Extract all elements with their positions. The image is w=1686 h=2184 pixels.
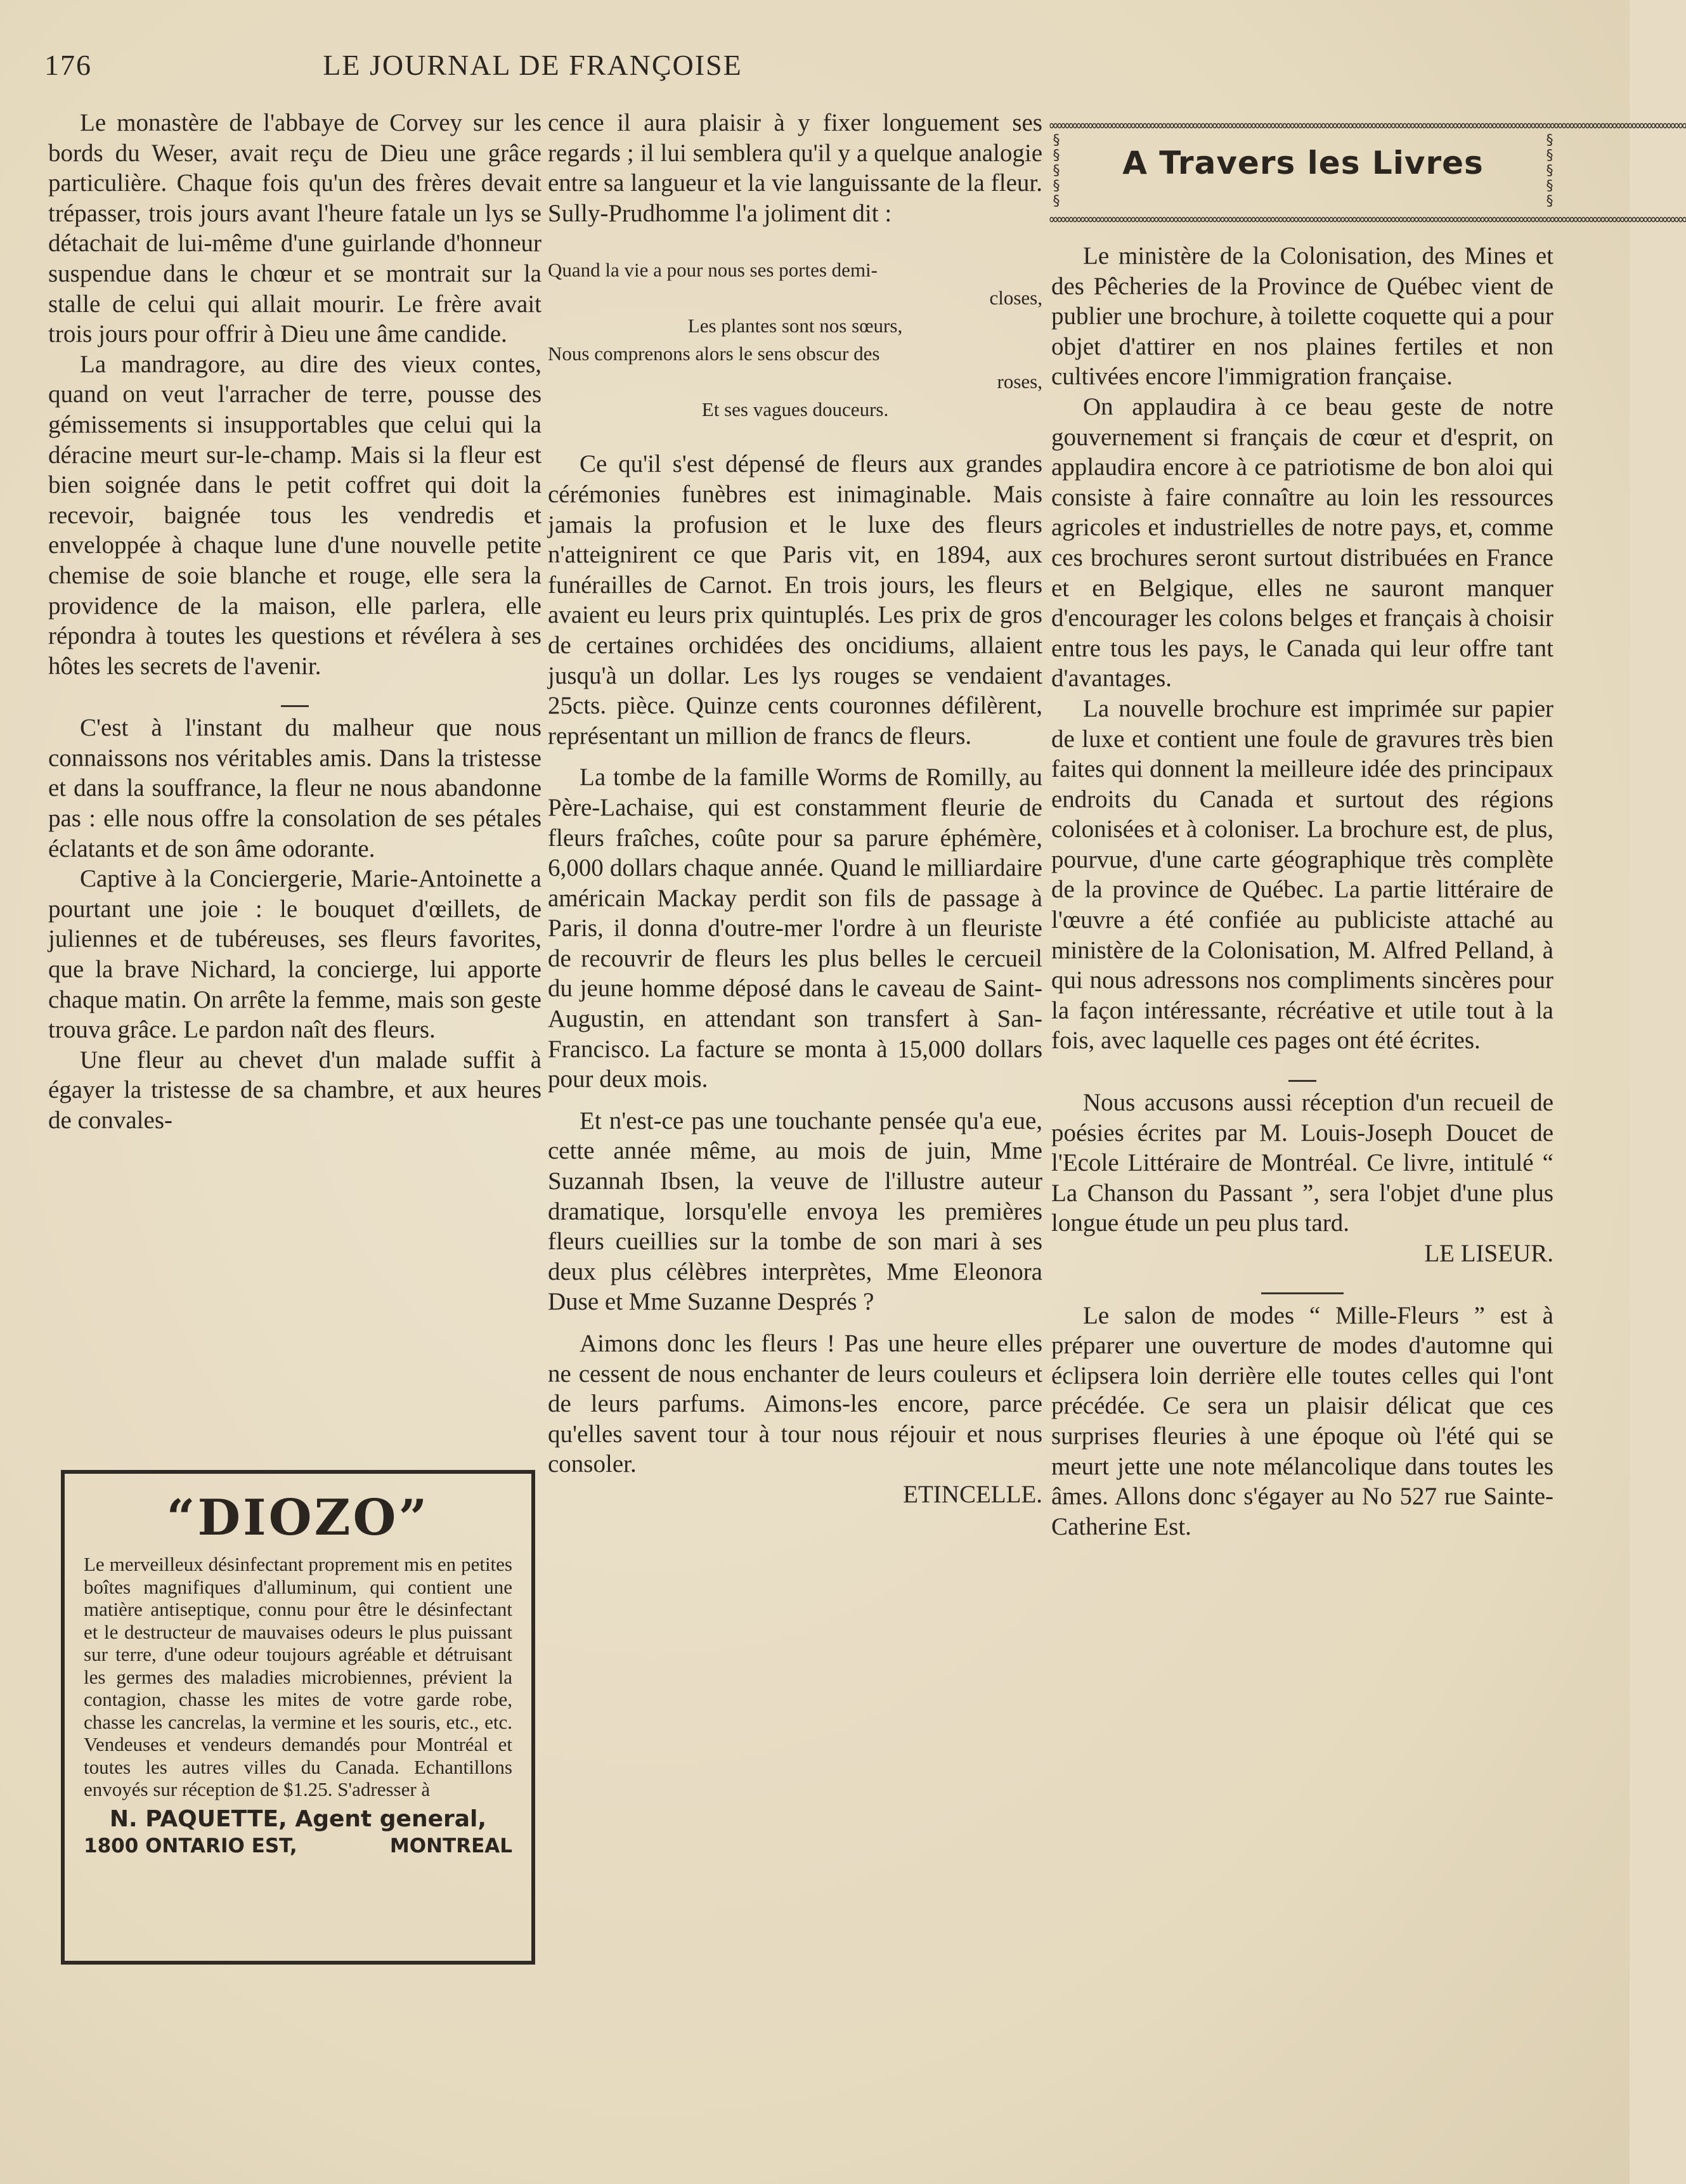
section-title-box bbox=[1049, 118, 1686, 228]
paragraph: On applaudira à ce beau geste de notre gouvernement si français de cœur et d'esprit, on applaudira encore à ce patriotisme de bon aloi qui consiste à faire connaître au loin les ressources agricoles et industrielles de notre pays, et, comme ces brochures seront surtout distribuées en France et en Belgique, elles ne sauront manquer d'encourager les colons belges et français à choisir entre tous les pays, le Canada qui leur offre tant d'avantages. bbox=[1051, 393, 1553, 692]
paragraph: Une fleur au chevet d'un malade suffit à égayer la tristesse de sa chambre, et aux heures de convales- bbox=[48, 1046, 541, 1134]
column-3 bbox=[1051, 241, 1553, 1542]
paragraph: Le ministère de la Colonisation, des Mines et des Pêcheries de la Province de Québec vient de publier une brochure, à toilette coquette qui a pour objet d'attirer en nos plaines fertiles et non cultivées encore l'immigration française. bbox=[1051, 242, 1553, 391]
paragraph: Captive à la Conciergerie, Marie-Antoinette a pourtant une joie : le bouquet d'œillets, de juliennes et de tubéreuses, ses fleurs favorites, que la brave Nichard, la concierge, lui apporte chaque matin. On arrête la femme, mais son geste trouva grâce. Le pardon naît des fleurs. bbox=[48, 865, 541, 1044]
diozo-advertisement bbox=[61, 1470, 535, 1965]
separator bbox=[1051, 1063, 1553, 1076]
ad-title: “DIOZO” bbox=[166, 1489, 430, 1547]
paragraph: Et n'est-ce pas une touchante pensée qu'a eue, cette année même, au mois de juin, Mme Suzannah Ibsen, la veuve de l'illustre auteur dramatique, lorsqu'elle envoya les premières fleurs cueillies sur la tombe de son mari à ses deux plus célèbres interprètes, Mme Eleonora Duse et Mme Suzanne Després ? bbox=[548, 1107, 1042, 1316]
ornamental-border-right: §§§§§ bbox=[1545, 133, 1554, 209]
paragraph: cence il aura plaisir à y fixer longuement ses regards ; il lui semblera qu'il y a quelque analogie entre sa langueur et la vie languissante de la fleur. Sully-Prudhomme l'a joliment dit : bbox=[548, 109, 1042, 227]
ad-address bbox=[84, 1835, 512, 1857]
paragraph: Nous accusons aussi réception d'un recueil de poésies écrites par M. Louis-Joseph Doucet de l'Ecole Littéraire de Montréal. Ce livre, intitulé “ La Chanson du Passant ”, sera l'objet d'une plus longue étude un peu plus tard. bbox=[1051, 1089, 1553, 1237]
poem-line: closes, bbox=[989, 287, 1042, 309]
ornamental-border-top: ∞∞∞∞∞∞∞∞∞∞∞∞∞∞∞∞∞∞∞∞∞∞∞∞∞∞∞∞∞∞∞∞∞∞∞∞∞∞∞∞∞∞∞∞∞∞∞∞∞∞∞∞∞∞∞∞∞∞∞∞∞∞∞∞∞∞∞∞∞∞∞∞∞∞∞∞∞∞∞∞∞∞ bbox=[1049, 118, 1686, 134]
poem-line: roses, bbox=[997, 370, 1042, 393]
poem-line: Les plantes sont nos sœurs, bbox=[687, 315, 903, 337]
paragraph: Le monastère de l'abbaye de Corvey sur les bords du Weser, avait reçu de Dieu une grâce particulière. Chaque fois qu'un des frères devait trépasser, trois jours avant l'heure fatale un lys se détachait de lui-même d'une guirlande d'honneur suspendue dans le chœur et se montrait sur la stalle de celui qui allait mourir. Le frère avait trois jours pour offrir à Dieu une âme candide. bbox=[48, 109, 541, 348]
ornamental-border-bottom: ∞∞∞∞∞∞∞∞∞∞∞∞∞∞∞∞∞∞∞∞∞∞∞∞∞∞∞∞∞∞∞∞∞∞∞∞∞∞∞∞∞∞∞∞∞∞∞∞∞∞∞∞∞∞∞∞∞∞∞∞∞∞∞∞∞∞∞∞∞∞∞∞∞∞∞∞∞∞∞∞∞∞ bbox=[1049, 212, 1686, 228]
paragraph: Le salon de modes “ Mille-Fleurs ” est à préparer une ouverture de modes d'automne qui éclipsera loin derrière elle toutes celles qui l'ont précédée. Ce sera un plaisir délicat que ces surprises fleuries à une époque où l'été qui se meurt jette une note mélancolique dans toutes les âmes. Allons donc s'égayer au No 527 rue Sainte-Catherine Est. bbox=[1051, 1301, 1553, 1540]
poem-line: Et ses vagues douceurs. bbox=[701, 398, 889, 421]
poem-quote bbox=[548, 256, 1042, 424]
paragraph: La tombe de la famille Worms de Romilly, au Père-Lachaise, qui est constamment fleurie de fleurs fraîches, coûte pour sa parure éphémère, 6,000 dollars chaque année. Quand le milliardaire américain Mackay perdit son fils de passage à Paris, il donna d'outre-mer l'ordre à un fleuriste de recouvrir de fleurs les plus belles le cercueil du jeune homme déposé dans le caveau de Saint-Augustin, en attendant son transfert à San-Francisco. La facture se monta à 15,000 dollars pour deux mois. bbox=[548, 764, 1042, 1093]
separator bbox=[48, 689, 541, 701]
ad-body: Le merveilleux désinfectant proprement mis en petites boîtes magnifiques d'alluminum, qui contient une matière antiseptique, connu pour être le désinfectant et le destructeur de mauvaises odeurs le plus puissant sur terre, d'une odeur toujours agréable et détruisant les germes des maladies microbiennes, prévient la contagion, chasse les mites de votre garde robe, chasse les cancrelas, la vermine et les souris, etc., etc. Vendeuses et vendeurs demandés pour Montréal et toutes les autres villes du Canada. Echantillons envoyés sur réception de $1.25. S'adresser à bbox=[84, 1553, 512, 1800]
page-header bbox=[44, 44, 1021, 89]
poem-line: Nous comprenons alors le sens obscur des bbox=[548, 342, 880, 365]
journal-title: LE JOURNAL DE FRANÇOISE bbox=[323, 49, 742, 81]
separator bbox=[1051, 1277, 1553, 1289]
paragraph: La mandragore, au dire des vieux contes, quand on veut l'arracher de terre, pousse des gémissements si insupportables que celui qui la déracine meurt sur-le-champ. Mais si la fleur est bien soignée dans le petit coffret qui doit la recevoir, baignée tous les vendredis et enveloppée à chaque lune d'une nouvelle petite chemise de soie blanche et rouge, elle sera la providence de la maison, elle parlera, elle répondra à toutes les questions et révélera à ses hôtes les secrets de l'avenir. bbox=[48, 350, 541, 680]
ad-city: MONTREAL bbox=[389, 1834, 512, 1857]
ornamental-border-left: §§§§§ bbox=[1052, 133, 1061, 209]
section-title: A Travers les Livres bbox=[1122, 145, 1484, 181]
column-2 bbox=[548, 108, 1042, 1510]
column-1 bbox=[48, 108, 541, 1136]
paragraph: Ce qu'il s'est dépensé de fleurs aux grandes cérémonies funèbres est inimaginable. Mais jamais la profusion et le luxe des fleurs n'atteignirent ce que Paris vit, en 1894, aux funérailles de Carnot. En trois jours, les fleurs avaient eu leurs prix quintuplés. Les prix de gros de certaines orchidées des oncidiums, allaient jusqu'à un dollar. Les lys rouges se vendaient 25cts. pièce. Quinze cents couronnes défilèrent, représentant un million de francs de fleurs. bbox=[548, 450, 1042, 750]
ad-agent: N. PAQUETTE, Agent general, bbox=[109, 1805, 487, 1832]
poem-line: Quand la vie a pour nous ses portes demi- bbox=[548, 259, 878, 282]
paragraph: C'est à l'instant du malheur que nous connaissons nos véritables amis. Dans la tristesse et dans la souffrance, la fleur ne nous abandonne pas : elle nous offre la consolation de ses pétales éclatants et de son âme odorante. bbox=[48, 714, 541, 862]
signature-etincelle: ETINCELLE. bbox=[903, 1480, 1042, 1508]
paragraph: Aimons donc les fleurs ! Pas une heure elles ne cessent de nous enchanter de leurs couleurs et de leurs parfums. Aimons-les encore, parce qu'elles savent tour à tour nous réjouir et nous consoler. bbox=[548, 1330, 1042, 1478]
paragraph: La nouvelle brochure est imprimée sur papier de luxe et contient une foule de gravures très bien faites qui donnent la meilleure idée des principaux endroits du Canada et surtout des régions colonisées et à coloniser. La brochure est, de plus, pourvue, d'une carte géographique très complète de la province de Québec. La partie littéraire de l'œuvre a été confiée au publiciste attaché au ministère de la Colonisation, M. Alfred Pelland, à qui nous adressons nos compliments sincères pour la façon intéressante, récréative et utile tout à la fois, avec laquelle ces pages ont été écrites. bbox=[1051, 694, 1553, 1055]
page-number: 176 bbox=[44, 49, 92, 81]
signature-le-liseur: LE LISEUR. bbox=[1424, 1240, 1553, 1267]
ad-street: 1800 ONTARIO EST, bbox=[84, 1834, 297, 1857]
